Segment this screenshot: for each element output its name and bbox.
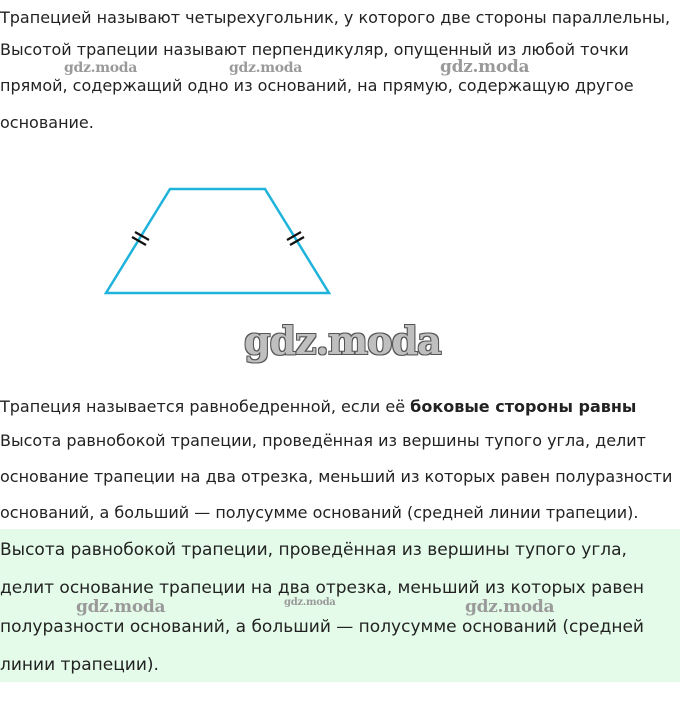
watermark-large: gdz.moda [244,318,441,363]
watermark: gdz.moda [284,597,336,608]
isosceles-line-2: основание трапеции на два отрезка, меньший из которых равен полуразности [0,467,673,486]
highlight-line-2: делит основание трапеции на два отрезка, меньший из которых равен [0,578,644,598]
intro-line-2: Высотой трапеции называют перпендикуляр, опущенный из любой точки [0,40,629,59]
watermark: gdz.moda [465,597,555,617]
intro-line-1: Трапецией называют четырехугольник, у которого две стороны параллельны, [0,8,671,27]
trapezoid-figure [0,170,680,310]
watermark: gdz.moda [64,60,138,76]
intro-line-3: прямой, содержащий одно из оснований, на прямую, содержащую другое [0,76,634,95]
definition-text: Трапеция называется равнобедренной, если её [0,397,411,416]
highlight-line-1: Высота равнобокой трапеции, проведённая из вершины тупого угла, [0,540,627,560]
definition-bold: боковые стороны равны [410,397,637,416]
isosceles-line-1: Высота равнобокой трапеции, проведённая из вершины тупого угла, делит [0,431,646,450]
isosceles-definition [0,397,636,416]
intro-line-4: основание. [0,113,94,132]
watermark: gdz.moda [76,597,166,617]
isosceles-line-3: оснований, а больший — полусумме оснований (средней линии трапеции). [0,503,639,522]
highlight-line-3: полуразности оснований, а больший — полусумме оснований (средней [0,617,644,637]
watermark: gdz.moda [229,60,303,76]
watermark: gdz.moda [440,57,530,77]
highlight-line-4: линии трапеции). [0,655,159,675]
